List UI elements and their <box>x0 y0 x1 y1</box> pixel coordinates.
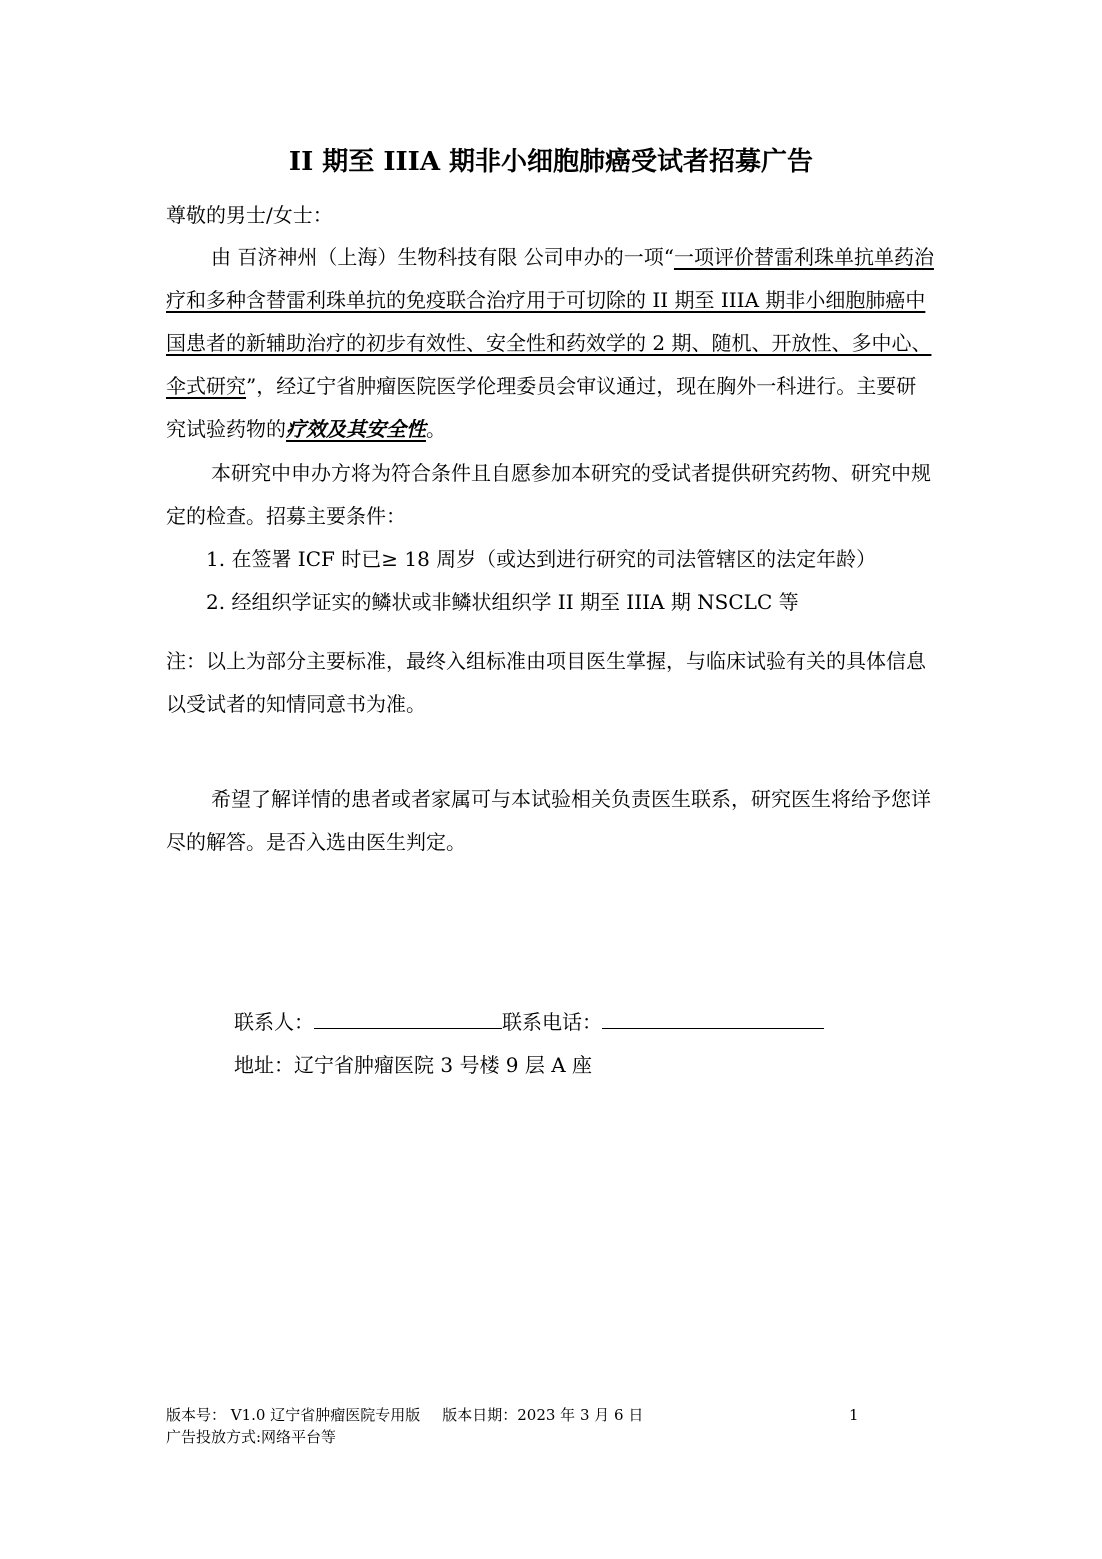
study-focus-emphasis: 疗效及其安全性 <box>286 417 426 441</box>
study-intro-end: 。 <box>426 417 446 441</box>
inclusion-criteria-list <box>166 538 936 624</box>
study-intro-lead: 由 百济神州（上海）生物科技有限 公司申办的一项“ <box>211 245 674 269</box>
sponsor-provision-paragraph: 本研究中申办方将为符合条件且自愿参加本研究的受试者提供研究药物、研究中规定的检查。招募主要条件： <box>166 461 931 528</box>
footer-version: 版本号： V1.0 辽宁省肿瘤医院专用版 <box>166 1406 421 1424</box>
inclusion-criterion-histology: 2. 经组织学证实的鳞状或非鳞状组织学 II 期至 IIIA 期 NSCLC 等 <box>206 590 799 614</box>
footer-ad-channel: 广告投放方式:网络平台等 <box>166 1428 337 1446</box>
address-line: 地址：辽宁省肿瘤医院 3 号楼 9 层 A 座 <box>234 1053 593 1077</box>
contact-line <box>234 1001 824 1044</box>
study-intro-approval: ”，经辽宁省肿瘤医院医学伦理委员会审议通过，现在胸外一科进行。主要研究试验药物的 <box>166 374 917 441</box>
greeting: 尊敬的男士/女士： <box>166 203 333 227</box>
contact-phone-label: 联系电话： <box>502 1010 602 1034</box>
inclusion-criterion-age: 1. 在签署 ICF 时已≥ 18 周岁（或达到进行研究的司法管辖区的法定年龄） <box>206 547 877 571</box>
study-intro-paragraph <box>166 236 936 451</box>
footer-version-line <box>166 1404 866 1426</box>
study-title: 一项评价替雷利珠单抗单药治疗和多种含替雷利珠单抗的免疫联合治疗用于可切除的 II 期至 IIIA 期非小细胞肺癌中国患者的新辅助治疗的初步有效性、安全性和药效学的 2 期、随机、开放性、多中心、伞式研究 <box>166 245 934 398</box>
document-title: II 期至 IIIA 期非小细胞肺癌受试者招募广告 <box>288 147 814 177</box>
footer-version-date: 版本日期：2023 年 3 月 6 日 <box>442 1406 644 1424</box>
page-footer <box>166 1404 866 1448</box>
contact-invitation-paragraph: 希望了解详情的患者或者家属可与本试验相关负责医生联系，研究医生将给予您详尽的解答。是否入选由医生判定。 <box>166 787 931 854</box>
contact-person-blank <box>314 1006 502 1029</box>
contact-block <box>234 1001 824 1087</box>
criteria-note: 注：以上为部分主要标准，最终入组标准由项目医生掌握，与临床试验有关的具体信息以受试者的知情同意书为准。 <box>166 649 926 716</box>
contact-phone-blank <box>602 1006 824 1029</box>
contact-person-label: 联系人： <box>234 1010 314 1034</box>
page-number: 1 <box>849 1406 859 1424</box>
